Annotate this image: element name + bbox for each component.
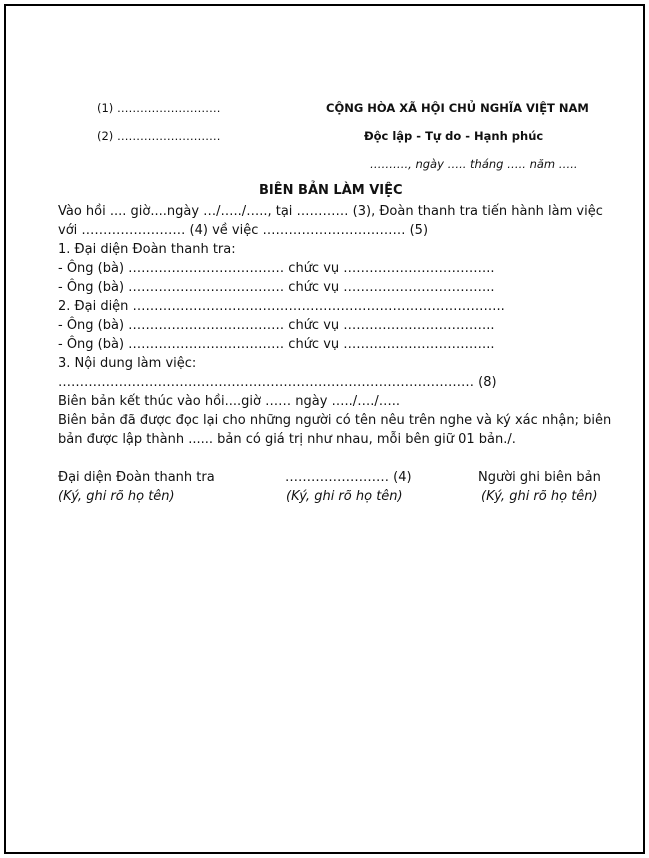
section-1-heading: 1. Đại diện Đoàn thanh tra: bbox=[58, 242, 236, 257]
section-1-row-1: - Ông (bà) ……………………………… chức vụ …………………………….. bbox=[58, 261, 495, 276]
section-1-row-2: - Ông (bà) ……………………………… chức vụ …………………………….. bbox=[58, 280, 495, 295]
agency-line-1: (1) ……………………… bbox=[97, 101, 221, 115]
section-2-heading: 2. Đại diện ………………………………………………………………………….. bbox=[58, 299, 505, 314]
signature-middle-note: (Ký, ghi rõ họ tên) bbox=[286, 489, 403, 504]
signature-middle-title: …………………… (4) bbox=[285, 470, 412, 485]
closing-line-1: Biên bản đã được đọc lại cho những người có tên nêu trên nghe và ký xác nhận; biên bbox=[58, 413, 612, 428]
motto: Độc lập - Tự do - Hạnh phúc bbox=[364, 129, 544, 143]
signature-left-title: Đại diện Đoàn thanh tra bbox=[58, 470, 215, 485]
section-2-row-1: - Ông (bà) ……………………………… chức vụ …………………………….. bbox=[58, 318, 495, 333]
date-line: ………., ngày ….. tháng ….. năm ….. bbox=[370, 157, 578, 171]
closing-line-2: bản được lập thành ...... bản có giá trị như nhau, mỗi bên giữ 01 bản./. bbox=[58, 432, 516, 447]
section-3-content-line: …………………………………………………………………………………… (8) bbox=[58, 375, 497, 390]
agency-line-2: (2) ……………………… bbox=[97, 129, 221, 143]
signature-right-title: Người ghi biên bản bbox=[478, 470, 601, 485]
intro-line-2: với …………………… (4) về việc …………………………… (5) bbox=[58, 223, 429, 238]
signature-right-note: (Ký, ghi rõ họ tên) bbox=[481, 489, 598, 504]
nation-title: CỘNG HÒA XÃ HỘI CHỦ NGHĨA VIỆT NAM bbox=[326, 101, 589, 115]
intro-line-1: Vào hồi .... giờ....ngày …/…../….., tại ………… (3), Đoàn thanh tra tiến hành làm việc bbox=[58, 204, 603, 219]
end-time-line: Biên bản kết thúc vào hồi....giờ …… ngày …../…./….. bbox=[58, 394, 400, 409]
signature-left-note: (Ký, ghi rõ họ tên) bbox=[58, 489, 175, 504]
section-3-heading: 3. Nội dung làm việc: bbox=[58, 356, 197, 371]
document-title: BIÊN BẢN LÀM VIỆC bbox=[259, 183, 403, 198]
section-2-row-2: - Ông (bà) ……………………………… chức vụ …………………………….. bbox=[58, 337, 495, 352]
